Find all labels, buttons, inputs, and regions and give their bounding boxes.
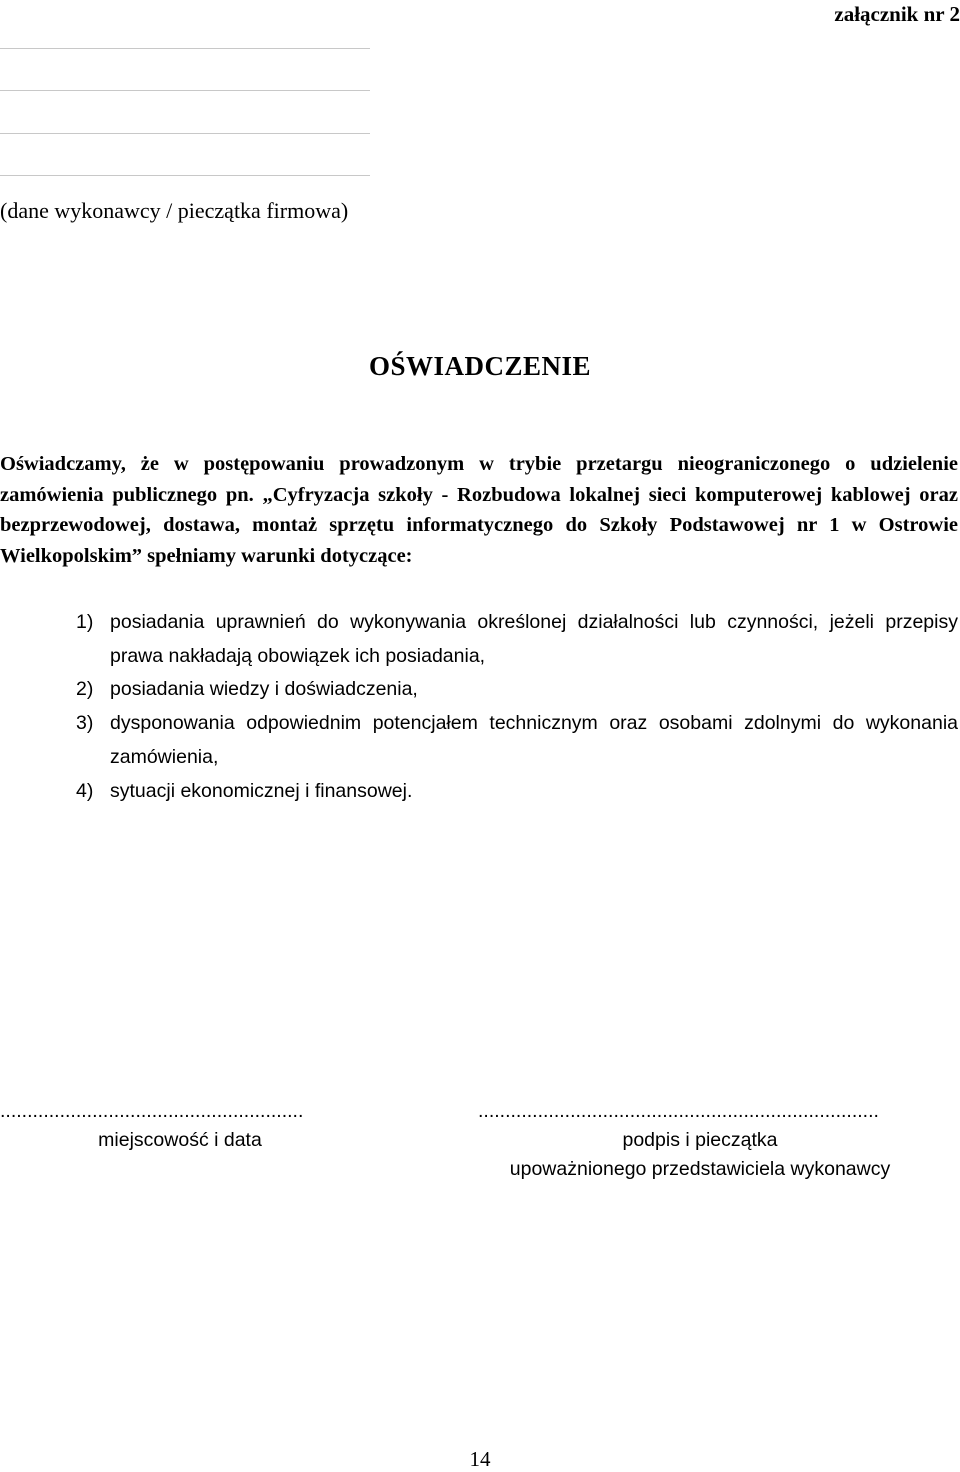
signature-block — [470, 1097, 930, 1184]
list-item-number: 2) — [76, 678, 94, 701]
list-item-number: 4) — [76, 779, 94, 802]
page-number: 14 — [469, 1447, 491, 1471]
list-item-number: 3) — [76, 712, 94, 735]
list-item — [0, 606, 958, 673]
signature-dots: .......................................................................... — [478, 1100, 879, 1122]
place-date-block — [0, 1097, 360, 1155]
annex-label: załącznik nr 2 — [834, 2, 960, 26]
contractor-data-line — [0, 175, 370, 176]
list-item-text: posiadania wiedzy i doświadczenia, — [110, 678, 418, 701]
contractor-data-line — [0, 48, 370, 49]
contractor-data-line — [0, 133, 370, 134]
list-item-text: sytuacji ekonomicznej i finansowej. — [110, 779, 413, 802]
contractor-data-line — [0, 90, 370, 91]
place-date-dots: ........................................................ — [0, 1100, 304, 1122]
list-item-number: 1) — [76, 611, 94, 633]
document-title: OŚWIADCZENIE — [368, 351, 592, 381]
list-item — [0, 707, 958, 774]
declaration-paragraph: Oświadczamy, że w postępowaniu prowadzonym w trybie przetargu nieograniczonego o udzielenie zamówienia publicznego pn. „Cyfryzacja szkoły - Rozbudowa lokalnej sieci komputerowej kablowej oraz bezprzewodowej, dostawa, montaż sprzętu informatycznego do Szkoły Podstawowej nr 1 w Ostrowie Wielkopolskim” spełniamy warunki dotyczące: — [0, 453, 958, 567]
list-item — [0, 673, 958, 707]
list-item-text: dysponowania odpowiednim potencjałem technicznym oraz osobami zdolnymi do wykonania zamówienia, — [110, 712, 958, 768]
stamp-caption: (dane wykonawcy / pieczątka firmowa) — [0, 198, 349, 223]
conditions-list — [0, 606, 958, 808]
signature-label-representative: upoważnionego przedstawiciela wykonawcy — [509, 1158, 891, 1180]
list-item — [0, 775, 958, 809]
place-date-label: miejscowość i data — [98, 1129, 262, 1151]
list-item-text: posiadania uprawnień do wykonywania określonej działalności lub czynności, jeżeli przepisy prawa nakładają obowiązek ich posiadania, — [110, 611, 958, 667]
signature-label: podpis i pieczątka — [622, 1129, 778, 1151]
